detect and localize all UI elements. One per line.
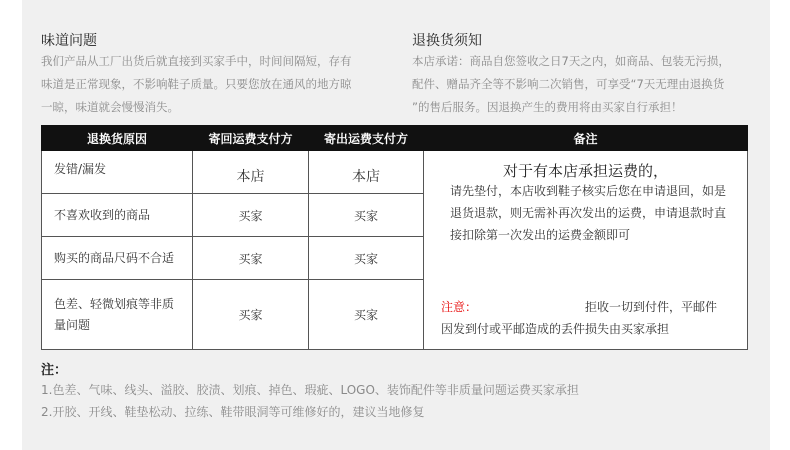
return-policy-line: 本店承诺：商品自您签收之日7天之内，如商品、包装无污损，: [412, 54, 730, 68]
notice-line-2: 因发到付或平邮造成的丢件损失由买家承担: [441, 322, 670, 336]
send-payer-cell: 买家: [309, 237, 424, 280]
send-payer-cell: 买家: [309, 194, 424, 237]
reason-cell: 发错/漏发: [42, 151, 193, 194]
send-payer-cell: 买家: [309, 280, 424, 350]
return-policy-line: ”的售后服务。因退换产生的费用将由买家自行承担！: [412, 100, 683, 114]
smell-issue-line: 一晾，味道就会慢慢消失。: [41, 100, 179, 114]
header-reason: 退换货原因: [42, 126, 193, 151]
return-payer-cell: 本店: [193, 151, 309, 194]
notice-line-1: 拒收一切到付件，平邮件: [585, 300, 718, 314]
table-header-row: [42, 126, 748, 151]
smell-issue-title: 味道问题: [41, 33, 97, 49]
notice-block: [424, 296, 747, 340]
smell-issue-line: 我们产品从工厂出货后就直接到买家手中，时间间隔短，存有: [41, 54, 352, 68]
reason-cell: 不喜欢收到的商品: [42, 194, 193, 237]
return-policy-line: 配件、赠品齐全等不影响二次销售，可享受“7天无理由退换货: [412, 77, 725, 91]
reason-cell: 购买的商品尺码不合适: [42, 237, 193, 280]
return-payer-cell: 买家: [193, 280, 309, 350]
smell-issue-text: [41, 50, 352, 119]
header-return-payer: 寄回运费支付方: [193, 126, 309, 151]
return-policy-title: 退换货须知: [412, 33, 482, 49]
remark-cell: [424, 151, 748, 350]
reason-cell: 色差、轻微划痕等非质量问题: [42, 280, 193, 350]
note-item: 2.开胶、开线、鞋垫松动、拉练、鞋带眼洞等可维修好的，建议当地修复: [41, 405, 425, 419]
remark-headline: 对于有本店承担运费的，: [502, 162, 668, 180]
return-payer-cell: 买家: [193, 194, 309, 237]
header-send-payer: 寄出运费支付方: [309, 126, 424, 151]
smell-issue-line: 味道是正常现象，不影响鞋子质量。只要您放在通风的地方晾: [41, 77, 352, 91]
note-item: 1.色差、气味、线头、溢胶、胶渍、划痕、掉色、瑕疵、LOGO、装饰配件等非质量问题运费买家承担: [41, 383, 579, 397]
notes-title: 注：: [41, 363, 68, 378]
remark-body: 请先垫付，本店收到鞋子核实后您在申请退回，如是退货退款，则无需补再次发出的运费，申请退款时直接扣除第一次发出的运费金额即可: [450, 184, 727, 242]
return-payer-cell: 买家: [193, 237, 309, 280]
header-remark: 备注: [424, 126, 748, 151]
notice-label: 注意：: [441, 300, 478, 314]
send-payer-cell: 本店: [309, 151, 424, 194]
table-row: [42, 151, 748, 194]
return-fee-table: [41, 125, 748, 350]
return-policy-text: [412, 50, 730, 119]
